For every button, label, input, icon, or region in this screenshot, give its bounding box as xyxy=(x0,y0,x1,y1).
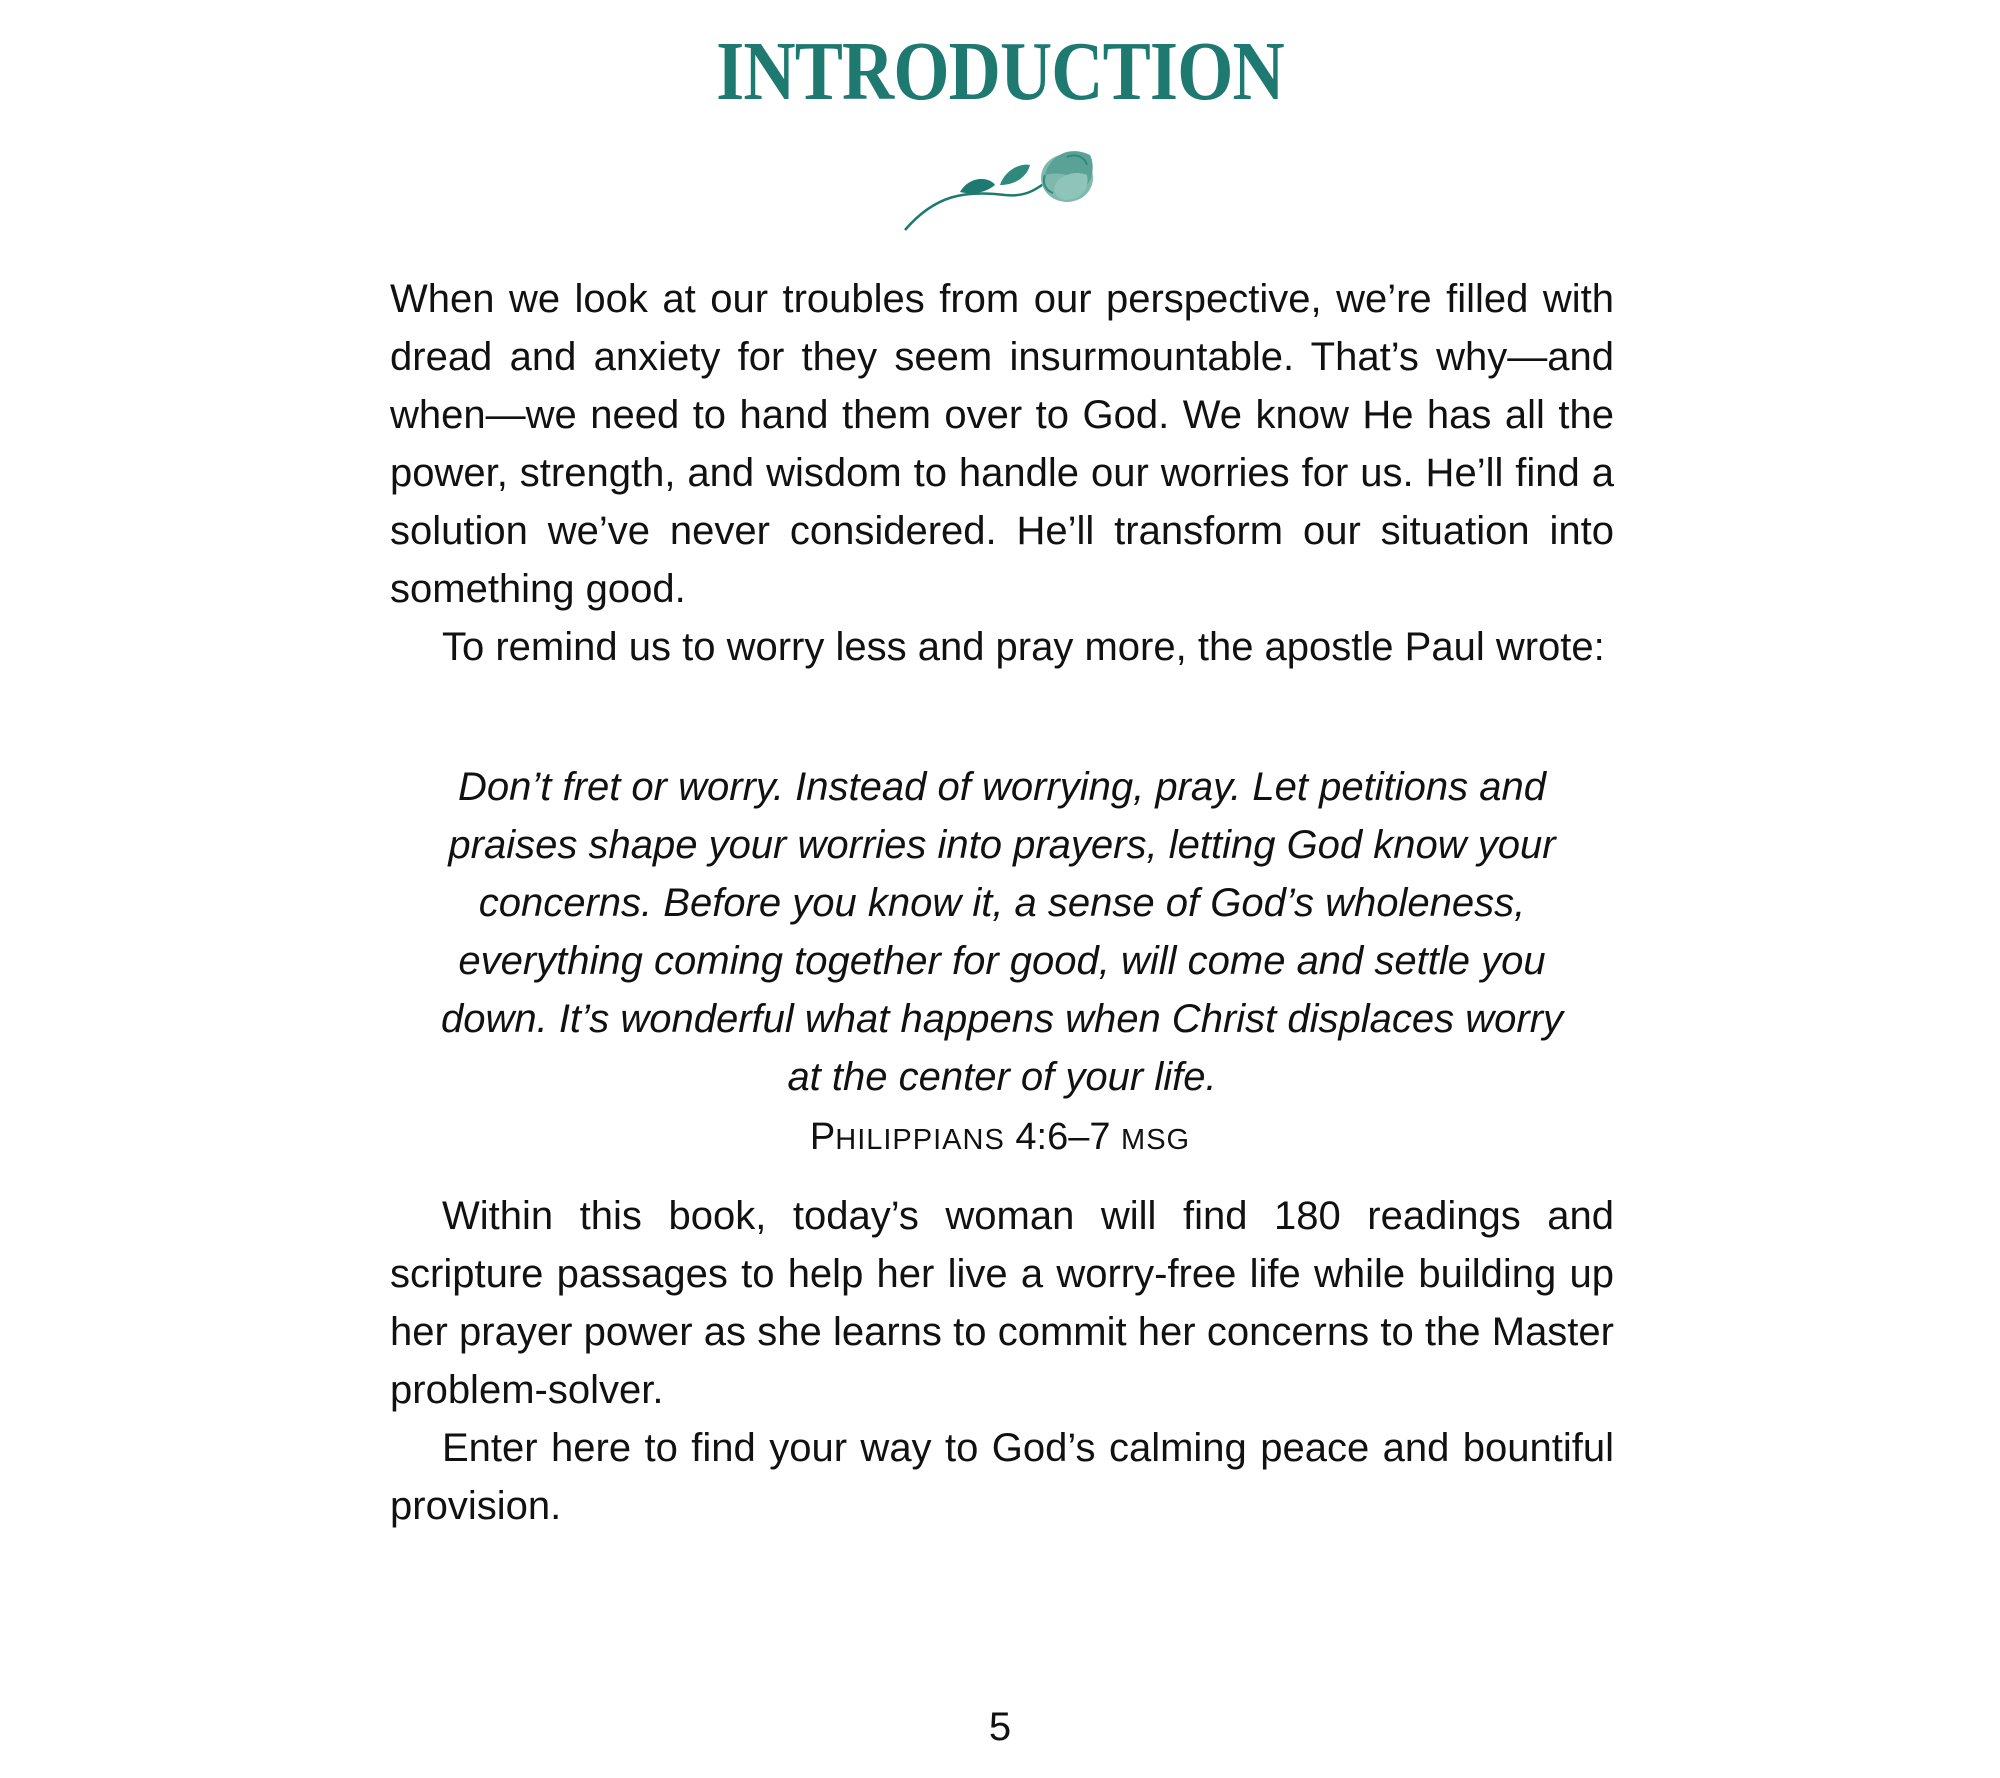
scripture-citation xyxy=(0,1112,2000,1165)
intro-paragraph-3 xyxy=(390,1187,1614,1535)
page-title: INTRODUCTION xyxy=(716,25,1284,118)
paragraph-text: Within this book, today’s woman will find 180 readings and scripture passages to help her live a worry-free life while building up her prayer power as she learns to commit her concerns to the Master problem-solver. xyxy=(390,1194,1614,1412)
paragraph-text: To remind us to worry less and pray more, the apostle Paul wrote: xyxy=(442,625,1605,669)
rose-ornament-icon xyxy=(895,145,1115,235)
scripture-quote xyxy=(420,758,1584,1106)
citation-book: HILIPPIANS xyxy=(835,1124,1005,1156)
quote-text: Don’t fret or worry. Instead of worrying, pray. Let petitions and praises shape your worries into prayers, letting God know your concerns. Before you know it, a sense of God’s wholeness, everything coming together for good, will come and settle you down. It’s wonderful what happens when Christ displaces worry at the center of your life. xyxy=(440,765,1564,1099)
citation-version: MSG xyxy=(1121,1124,1191,1156)
paragraph-text: Enter here to find your way to God’s calming peace and bountiful provision. xyxy=(390,1426,1614,1528)
page-number: 5 xyxy=(988,1705,1012,1749)
citation-reference: 4:6–7 xyxy=(1015,1116,1111,1158)
citation-initial: P xyxy=(809,1116,836,1158)
intro-paragraph-1 xyxy=(390,270,1614,676)
paragraph-text: When we look at our troubles from our perspective, we’re filled with dread and anxiety for they seem insurmountable. That’s why—and when—we need to hand them over to God. We know He has all the power, strength, and wisdom to handle our worries for us. He’ll find a solution we’ve never considered. He’ll transform our situation into something good. xyxy=(390,277,1614,611)
